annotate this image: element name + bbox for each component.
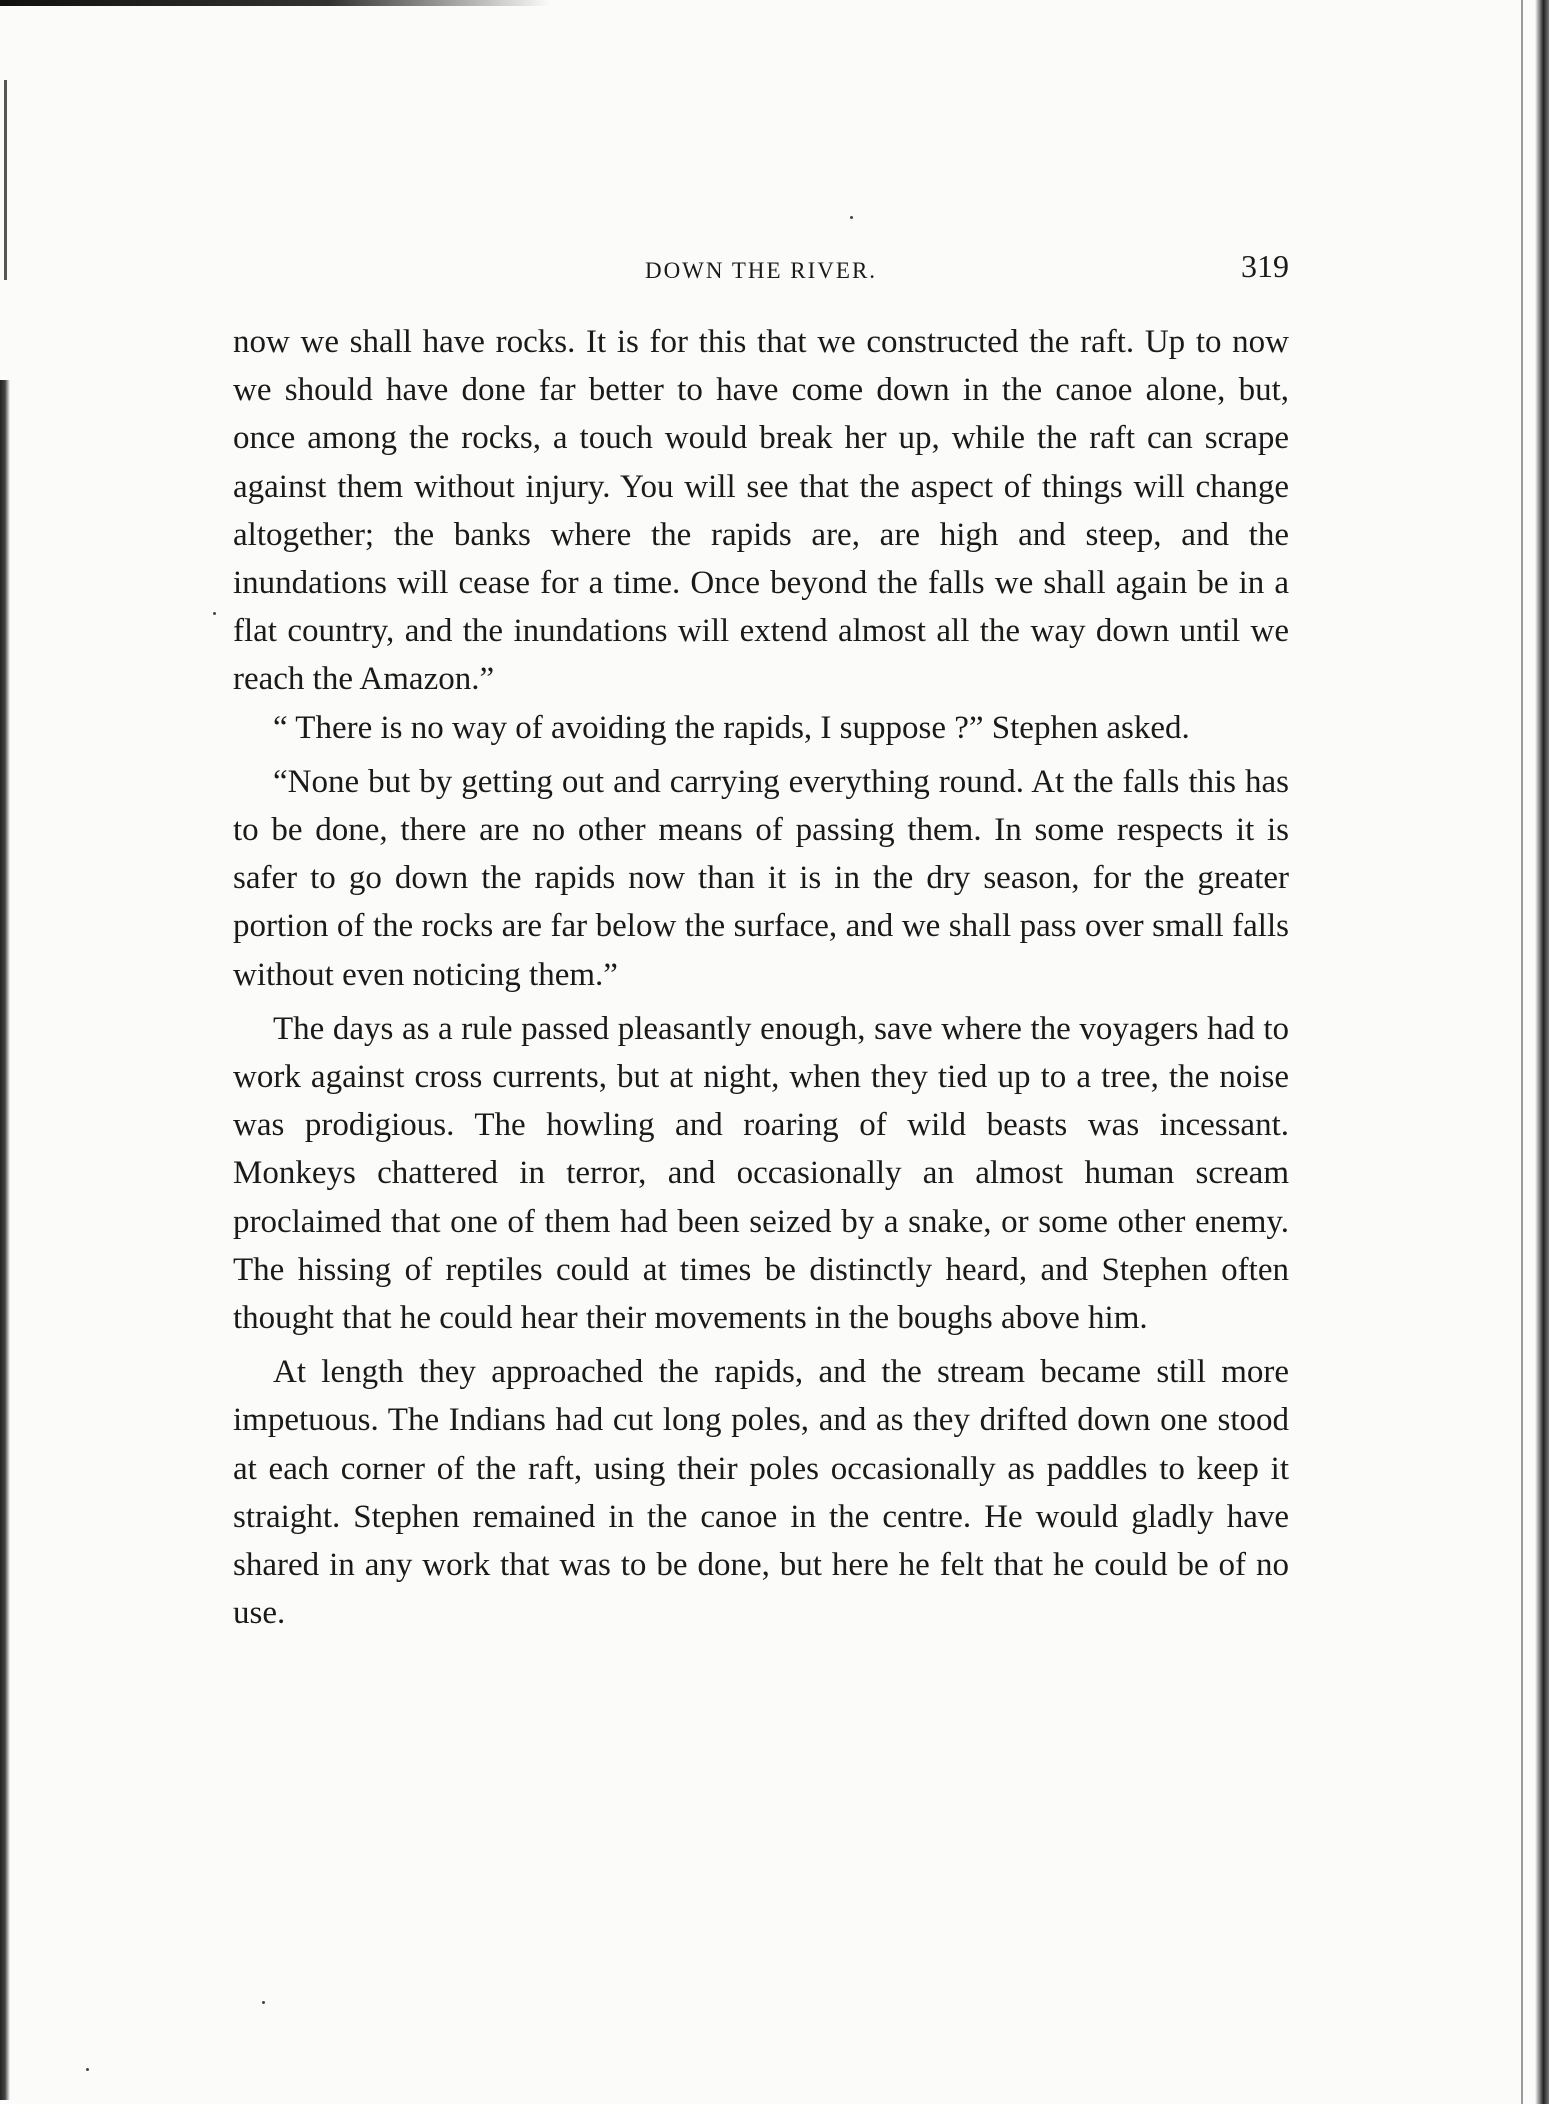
scan-edge-right [1535,0,1549,2104]
running-title: DOWN THE RIVER. [644,258,878,283]
scan-edge-top [0,0,550,6]
scan-edge-left [0,380,10,2100]
scan-edge-right-line [1521,0,1523,2104]
paragraph: “None but by getting out and carrying everything round. At the falls this has to be done, there are no other means of passing them. In some respects it is safer to go down the rapids now than it is in the dry season, for the greater portion of the rocks are far below the surface, and we shall pass over small falls without even noticing them.” [233,763,1289,993]
scan-speck [213,612,216,615]
scan-edge-left-thin [4,80,7,280]
scan-speck [262,2001,265,2004]
scan-speck [86,2068,89,2071]
body-text [233,318,1289,1637]
paragraph: The days as a rule passed pleasantly enough, save where the voyagers had to work against cross currents, but at night, when they tied up to a tree, the noise was prodigious. The howling and roaring of wild beasts was incessant. Monkeys chattered in terror, and occasionally an almost human scream proclaimed that one of them had been seized by a snake, or some other enemy. The hissing of reptiles could at times be distinctly heard, and Stephen often thought that he could hear their movements in the boughs above him. [233,1010,1289,1337]
page-number: 319 [1241,248,1289,284]
paragraph: “ There is no way of avoiding the rapids, I suppose ?” Stephen asked. [273,709,1190,746]
scan-speck [850,216,853,219]
paragraph: now we shall have rocks. It is for this that we constructed the raft. Up to now we should have done far better to have come down in the canoe alone, but, once among the rocks, a touch would break her up, while the raft can scrape against them without injury. You will see that the aspect of things will change altogether; the banks where the rapids are, are high and steep, and the inundations will cease for a time. Once beyond the falls we shall again be in a flat country, and the inundations will extend almost all the way down until we reach the Amazon.” [233,324,1289,698]
page-header [233,248,1289,288]
paragraph: At length they approached the rapids, and the stream became still more impetuous. The Indians had cut long poles, and as they drifted down one stood at each corner of the raft, using their poles occasionally as paddles to keep it straight. Stephen remained in the canoe in the centre. He would gladly have shared in any work that was to be done, but here he felt that he could be of no use. [233,1354,1289,1632]
